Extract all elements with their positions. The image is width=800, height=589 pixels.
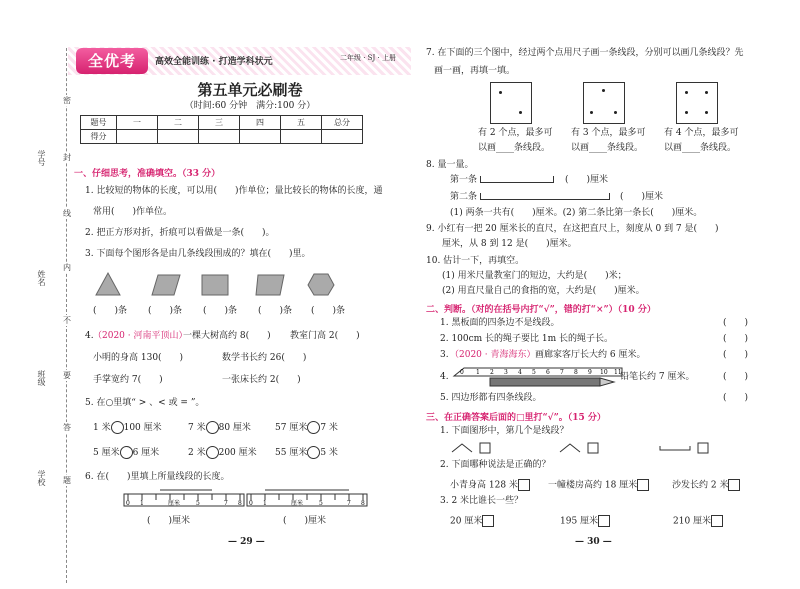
section-2-title: 二、判断。（对的在括号内打“√”，错的打“×”）（10 分） [426, 305, 656, 315]
question-7-line1: 7. 在下面的三个图中，经过两个点用尺子画一条线段，分别可以画几条线段？先 [426, 48, 744, 58]
q5-row-1b [188, 421, 251, 434]
score-cell[interactable] [240, 130, 281, 144]
answer-box[interactable] [637, 479, 649, 491]
option-text: 沙发长约 2 米 [672, 480, 729, 491]
seal-char: 答 [63, 423, 71, 432]
choice-1: 1. 下面图形中，第几个是线段？ [440, 426, 569, 436]
score-cell[interactable] [117, 130, 158, 144]
ruler-tick-label: 8 [238, 500, 242, 507]
question-6: 6. 在( )里填上所量线段的长度。 [85, 472, 230, 482]
q7-caption-3a: 有 4 个点，最多可 [664, 128, 739, 138]
score-cell[interactable] [158, 130, 199, 144]
seal-char: 不 [63, 316, 71, 325]
pencil-tip [600, 378, 614, 386]
score-header-cell: 五 [281, 116, 322, 130]
angle-figure [560, 444, 580, 452]
q5-right-value: 5 米 [320, 448, 338, 458]
q5-left-value: 5 厘米 [93, 448, 120, 458]
student-id-field: 学号 [37, 150, 46, 166]
page-title: 第五单元必刷卷 [197, 81, 303, 99]
choice-3: 3. 2 米比谁长一些？ [440, 496, 524, 506]
seal-char: 封 [63, 153, 71, 162]
score-table [80, 115, 363, 144]
q5-right-value: 6 厘米 [132, 448, 160, 458]
ruler-tick-label: 8 [574, 369, 578, 376]
judge-3-source-tag: （2020 · 青海海东） [450, 350, 536, 360]
answer-box[interactable] [698, 443, 708, 453]
choice-2-option-3 [672, 479, 740, 492]
page-number-right: — 30 — [575, 537, 612, 547]
q3-blank-3[interactable]: ( )条 [203, 306, 238, 316]
ruler-tick-label: 1 [263, 500, 267, 507]
q5-row-2c [275, 446, 338, 459]
point-dot [705, 91, 708, 94]
ruler-tick-label: 5 [319, 500, 323, 507]
ruler-tick-label: 6 [546, 369, 550, 376]
q6-blank-2[interactable]: ( )厘米 [283, 516, 327, 526]
ruler-tick-label: 7 [560, 369, 564, 376]
q8-line-1-label: 第一条 [450, 175, 478, 185]
q5-left-value: 2 米 [188, 448, 206, 458]
ruler-tick-label: 7 [347, 500, 351, 507]
judge-4-number: 4. [440, 372, 449, 382]
ruler-tick-label: 3 [504, 369, 508, 376]
choice-1-figures [450, 440, 750, 456]
option-text: 210 厘米 [673, 516, 712, 527]
page-subtitle: （时间:60 分钟 满分:100 分） [184, 101, 316, 111]
q8-line-2-blank[interactable]: ( )厘米 [620, 192, 664, 202]
q7-caption-2b: 以画____条线段。 [571, 143, 644, 153]
q5-row-1a [93, 421, 162, 434]
judge-2-answer[interactable]: ( ) [723, 334, 749, 344]
question-10-part-2: (2) 用直尺量自己的食指的宽，大约是( )厘米。 [442, 286, 645, 296]
point-dot [685, 91, 688, 94]
school-field: 学校 [37, 470, 46, 486]
q6-blank-1[interactable]: ( )厘米 [147, 516, 191, 526]
ruler-tick-label: 11 [614, 369, 622, 376]
question-4-item-1: 一棵大树高约 8( ) [183, 331, 271, 341]
hexagon-shape [308, 274, 334, 295]
q5-row-2a [93, 446, 159, 459]
option-text: 小青身高 128 米 [450, 480, 518, 491]
point-dot [685, 111, 688, 114]
ruler-tick-label: 1 [140, 500, 144, 507]
compare-circle[interactable] [206, 446, 219, 459]
dot-square-1 [490, 82, 532, 124]
ruler-tick-label: 0 [249, 500, 253, 507]
class-field: 班级 [37, 370, 46, 386]
answer-box[interactable] [728, 479, 740, 491]
score-header-cell: 题号 [81, 116, 117, 130]
judge-5: 5. 四边形都有四条线段。 [440, 393, 542, 403]
question-8: 8. 量一量。 [426, 160, 474, 170]
point-dot [519, 111, 522, 114]
ruler-tick-label: 8 [361, 500, 365, 507]
brand-logo: 全优考 [76, 48, 148, 74]
question-3: 3. 下面每个图形各是由几条线段围成的？填在( )里。 [85, 249, 311, 259]
quadrilateral-shape [256, 275, 284, 295]
score-cell[interactable] [199, 130, 240, 144]
q8-line-1-blank[interactable]: ( )厘米 [565, 175, 609, 185]
point-dot [499, 91, 502, 94]
judge-2: 2. 100cm 长的绳子要比 1m 长的绳子长。 [440, 334, 614, 344]
q8-segment-2 [480, 193, 610, 200]
question-4-number: 4. [85, 331, 94, 341]
dot-square-3 [676, 82, 718, 124]
ruler-tick-label: 9 [588, 369, 592, 376]
ruler-tick-label: 0 [460, 369, 464, 376]
q3-blank-1[interactable]: ( )条 [93, 306, 128, 316]
score-row [81, 130, 363, 144]
q5-row-2b [188, 446, 257, 459]
score-row-label: 得分 [81, 130, 117, 144]
section-1-title: 一、仔细思考，准确填空。（33 分） [74, 169, 221, 179]
judge-1: 1. 黑板面的四条边不是线段。 [440, 318, 560, 328]
answer-box[interactable] [711, 515, 723, 527]
q5-left-value: 57 厘米 [275, 423, 308, 433]
question-7-line2: 画一画，再填一填。 [434, 66, 516, 76]
answer-box[interactable] [482, 515, 494, 527]
q8-line-2-label: 第二条 [450, 192, 478, 202]
ruler-tick-label: 7 [224, 500, 228, 507]
choice-3-option-1 [450, 515, 494, 528]
q5-right-value: 200 厘米 [218, 448, 257, 458]
q5-row-1c [275, 421, 338, 434]
q5-right-value: 7 米 [320, 423, 338, 433]
choice-2-option-2 [548, 479, 649, 492]
segment-figure [660, 446, 690, 450]
ruler-unit-label: 厘米 [291, 500, 304, 507]
pencil-body [490, 378, 600, 386]
question-1-line1: 1. 比较短的物体的长度，可以用( )作单位；量比较长的物体的长度，通 [85, 186, 383, 196]
ruler-tick-label: 5 [532, 369, 536, 376]
parallelogram-shape [152, 275, 180, 295]
q7-caption-3b: 以画____条线段。 [664, 143, 737, 153]
q5-right-value: 80 厘米 [218, 423, 251, 433]
choice-3-option-2 [560, 515, 610, 528]
compare-circle[interactable] [307, 446, 320, 459]
grade-tag: 二年级 · SJ · 上册 [340, 54, 396, 62]
seal-char: 线 [63, 209, 71, 218]
score-header-cell: 四 [240, 116, 281, 130]
rectangle-shape [202, 275, 228, 295]
ruler-tick-label: 4 [518, 369, 522, 376]
question-4-source-tag: （2020 · 河南平顶山） [93, 331, 188, 341]
ruler-tick-label: 10 [600, 369, 608, 376]
score-cell[interactable] [281, 130, 322, 144]
ruler-tick-label: 5 [196, 500, 200, 507]
seal-char: 密 [63, 96, 71, 105]
seal-char: 题 [63, 476, 71, 485]
question-10: 10. 估计一下，再填空。 [426, 256, 525, 266]
q5-left-value: 7 米 [188, 423, 206, 433]
judge-3-number: 3. [440, 350, 449, 360]
q5-right-value: 100 厘米 [123, 423, 162, 433]
pencil-ruler-figure [450, 364, 630, 392]
section-3-title: 三、在正确答案后面的□里打“√”。（15 分） [426, 413, 606, 423]
q7-caption-1a: 有 2 个点，最多可 [478, 128, 553, 138]
score-cell[interactable] [322, 130, 363, 144]
score-header-cell: 总分 [322, 116, 363, 130]
option-text: 一幢楼房高约 18 厘米 [548, 480, 638, 491]
q7-caption-1b: 以画____条线段。 [478, 143, 551, 153]
slogan: 高效全能训练 · 打造学科状元 [155, 57, 273, 67]
choice-3-option-3 [673, 515, 723, 528]
judge-4: 铅笔长约 7 厘米。 [620, 372, 695, 382]
option-text: 20 厘米 [450, 516, 483, 527]
judge-5-answer[interactable]: ( ) [723, 393, 749, 403]
question-2: 2. 把正方形对折，折痕可以看做是一条( )。 [85, 228, 275, 238]
answer-box[interactable] [480, 443, 490, 453]
compare-circle[interactable] [111, 421, 124, 434]
triangle-shape [96, 273, 120, 295]
question-5: 5. 在○里填“ > 、< 或 = ”。 [85, 398, 205, 408]
ruler-unit-label: 厘米 [168, 500, 181, 507]
question-1-line2: 常用( )作单位。 [93, 207, 173, 217]
score-header-row [81, 116, 363, 130]
q3-shapes [92, 271, 392, 297]
q8-subquestions: (1) 两条一共有( )厘米。(2) 第二条比第一条长( )厘米。 [450, 208, 703, 218]
judge-3-answer[interactable]: ( ) [723, 350, 749, 360]
question-4-item-6: 一张床长约 2( ) [222, 375, 301, 385]
q5-left-value: 55 厘米 [275, 448, 308, 458]
q5-left-value: 1 米 [93, 423, 111, 433]
point-dot [614, 111, 617, 114]
question-4-item-3: 小明的身高 130( ) [93, 353, 184, 363]
q3-blank-5[interactable]: ( )条 [311, 306, 346, 316]
page-number-left: — 29 — [228, 537, 265, 547]
point-dot [602, 89, 605, 92]
judge-4-answer[interactable]: ( ) [723, 372, 749, 382]
seal-char: 内 [63, 263, 71, 272]
question-4-item-2: 教室门高 2( ) [290, 331, 360, 341]
ruler-tick-label: 1 [476, 369, 480, 376]
point-dot [705, 111, 708, 114]
score-header-cell: 二 [158, 116, 199, 130]
judge-3: 画廊家客厅长大约 6 厘米。 [535, 350, 646, 360]
choice-2-option-1 [450, 479, 530, 492]
point-dot [590, 111, 593, 114]
seal-char: 要 [63, 371, 71, 380]
q3-blank-2[interactable]: ( )条 [148, 306, 183, 316]
q7-caption-2a: 有 3 个点，最多可 [571, 128, 646, 138]
question-10-part-1: (1) 用米尺量教室门的短边，大约是( )米； [442, 271, 627, 281]
angle-figure [452, 444, 472, 452]
question-4-item-4: 数学书长约 26( ) [222, 353, 307, 363]
ruler-tick-label: 0 [126, 500, 130, 507]
answer-box[interactable] [598, 515, 610, 527]
q3-blank-4[interactable]: ( )条 [258, 306, 293, 316]
question-9-line2: 厘米，从 8 到 12 是( )厘米。 [442, 239, 577, 249]
score-header-cell: 三 [199, 116, 240, 130]
choice-2: 2. 下面哪种说法是正确的？ [440, 460, 551, 470]
compare-circle[interactable] [206, 421, 219, 434]
judge-1-answer[interactable]: ( ) [723, 318, 749, 328]
question-9-line1: 9. 小红有一把 20 厘米长的直尺，在这把直尺上，刻度从 0 到 7 是( ) [426, 224, 719, 234]
option-text: 195 厘米 [560, 516, 599, 527]
q8-segment-1 [480, 176, 554, 183]
dot-square-2 [583, 82, 625, 124]
compare-circle[interactable] [307, 421, 320, 434]
answer-box[interactable] [518, 479, 530, 491]
score-header-cell: 一 [117, 116, 158, 130]
name-field: 姓名 [37, 270, 46, 286]
answer-box[interactable] [588, 443, 598, 453]
compare-circle[interactable] [120, 446, 133, 459]
ruler-tick-label: 2 [490, 369, 494, 376]
binding-margin [0, 0, 80, 589]
question-4-item-5: 手掌宽约 7( ) [93, 375, 163, 385]
